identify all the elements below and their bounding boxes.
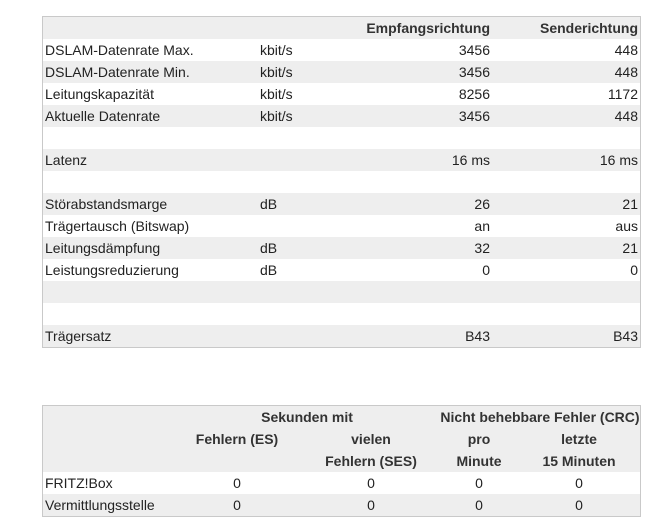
row-label: Trägertausch (Bitswap) (45, 218, 190, 234)
row-label: FRITZ!Box (45, 475, 113, 491)
row-label: Leitungsdämpfung (45, 240, 161, 256)
row-unit: kbit/s (260, 42, 293, 58)
table-row (43, 105, 640, 127)
table-row (43, 472, 640, 494)
row-tx-value: B43 (613, 328, 638, 344)
row-ses-value: 0 (367, 497, 375, 513)
row-unit: kbit/s (260, 108, 293, 124)
row-tx-value: aus (615, 218, 638, 234)
row-tx-value: 21 (622, 240, 638, 256)
row-unit: kbit/s (260, 86, 293, 102)
header-ses-line1: vielen (351, 431, 391, 447)
row-label: Leistungsreduzierung (45, 262, 179, 278)
row-unit: dB (260, 196, 278, 212)
table-row (43, 127, 640, 149)
row-label: DSLAM-Datenrate Max. (45, 42, 194, 58)
row-ses-value: 0 (367, 475, 375, 491)
table-row (43, 83, 640, 105)
header-es: Fehlern (ES) (195, 431, 279, 447)
row-tx-value: 1172 (607, 86, 638, 102)
row-label: DSLAM-Datenrate Min. (45, 64, 190, 80)
row-rx-value: B43 (465, 328, 490, 344)
row-label: Vermittlungsstelle (45, 497, 155, 513)
row-tx-value: 21 (622, 196, 638, 212)
row-label: Leitungskapazität (45, 86, 154, 102)
row-tx-value: 448 (614, 42, 638, 58)
error-counter-table (42, 405, 641, 517)
row-label: Trägersatz (45, 328, 112, 344)
table-row (43, 303, 640, 325)
row-rx-value: 3456 (458, 42, 490, 58)
header-crc-15-line1: letzte (561, 431, 597, 447)
row-crc-15-value: 0 (575, 497, 583, 513)
row-tx-value: 0 (630, 262, 638, 278)
row-label: Aktuelle Datenrate (45, 108, 161, 124)
row-unit: dB (260, 262, 278, 278)
table-header-row (43, 406, 640, 428)
row-tx-value: 448 (614, 108, 638, 124)
row-es-value: 0 (233, 497, 241, 513)
row-crc-min-value: 0 (475, 497, 483, 513)
table-header-row (43, 450, 640, 472)
header-crc-15-line2: 15 Minuten (542, 453, 616, 469)
row-tx-value: 16 ms (599, 152, 638, 168)
row-es-value: 0 (233, 475, 241, 491)
table-body (43, 39, 640, 347)
table-row (43, 237, 640, 259)
row-rx-value: 0 (482, 262, 490, 278)
table-body (43, 472, 640, 516)
row-rx-value: 8256 (458, 86, 490, 102)
table-header-row (43, 428, 640, 450)
table-row (43, 215, 640, 237)
row-tx-value: 448 (614, 64, 638, 80)
header-crc-min-line1: pro (467, 431, 491, 447)
header-senderichtung: Senderichtung (539, 20, 638, 36)
row-crc-15-value: 0 (575, 475, 583, 491)
row-rx-value: 3456 (458, 108, 490, 124)
header-empfangsrichtung: Empfangsrichtung (366, 20, 490, 36)
row-rx-value: an (474, 218, 490, 234)
row-rx-value: 16 ms (451, 152, 490, 168)
table-row (43, 193, 640, 215)
row-label: Störabstandsmarge (45, 196, 168, 212)
header-crc: Nicht behebbare Fehler (CRC) (440, 409, 640, 425)
table-row (43, 149, 640, 171)
table-row (43, 281, 640, 303)
header-crc-min-line2: Minute (456, 453, 502, 469)
table-row (43, 494, 640, 516)
row-unit: dB (260, 240, 278, 256)
table-header-row (43, 17, 640, 39)
row-rx-value: 3456 (458, 64, 490, 80)
row-unit: kbit/s (260, 64, 293, 80)
table-row (43, 259, 640, 281)
table-row (43, 61, 640, 83)
dsl-line-table (42, 16, 641, 348)
header-ses-line2: Fehlern (SES) (325, 453, 417, 469)
row-rx-value: 32 (474, 240, 490, 256)
table-row (43, 171, 640, 193)
header-sekunden-mit: Sekunden mit (261, 409, 353, 425)
table-row (43, 39, 640, 61)
row-crc-min-value: 0 (475, 475, 483, 491)
row-label: Latenz (45, 152, 88, 168)
table-row (43, 325, 640, 347)
row-rx-value: 26 (474, 196, 490, 212)
